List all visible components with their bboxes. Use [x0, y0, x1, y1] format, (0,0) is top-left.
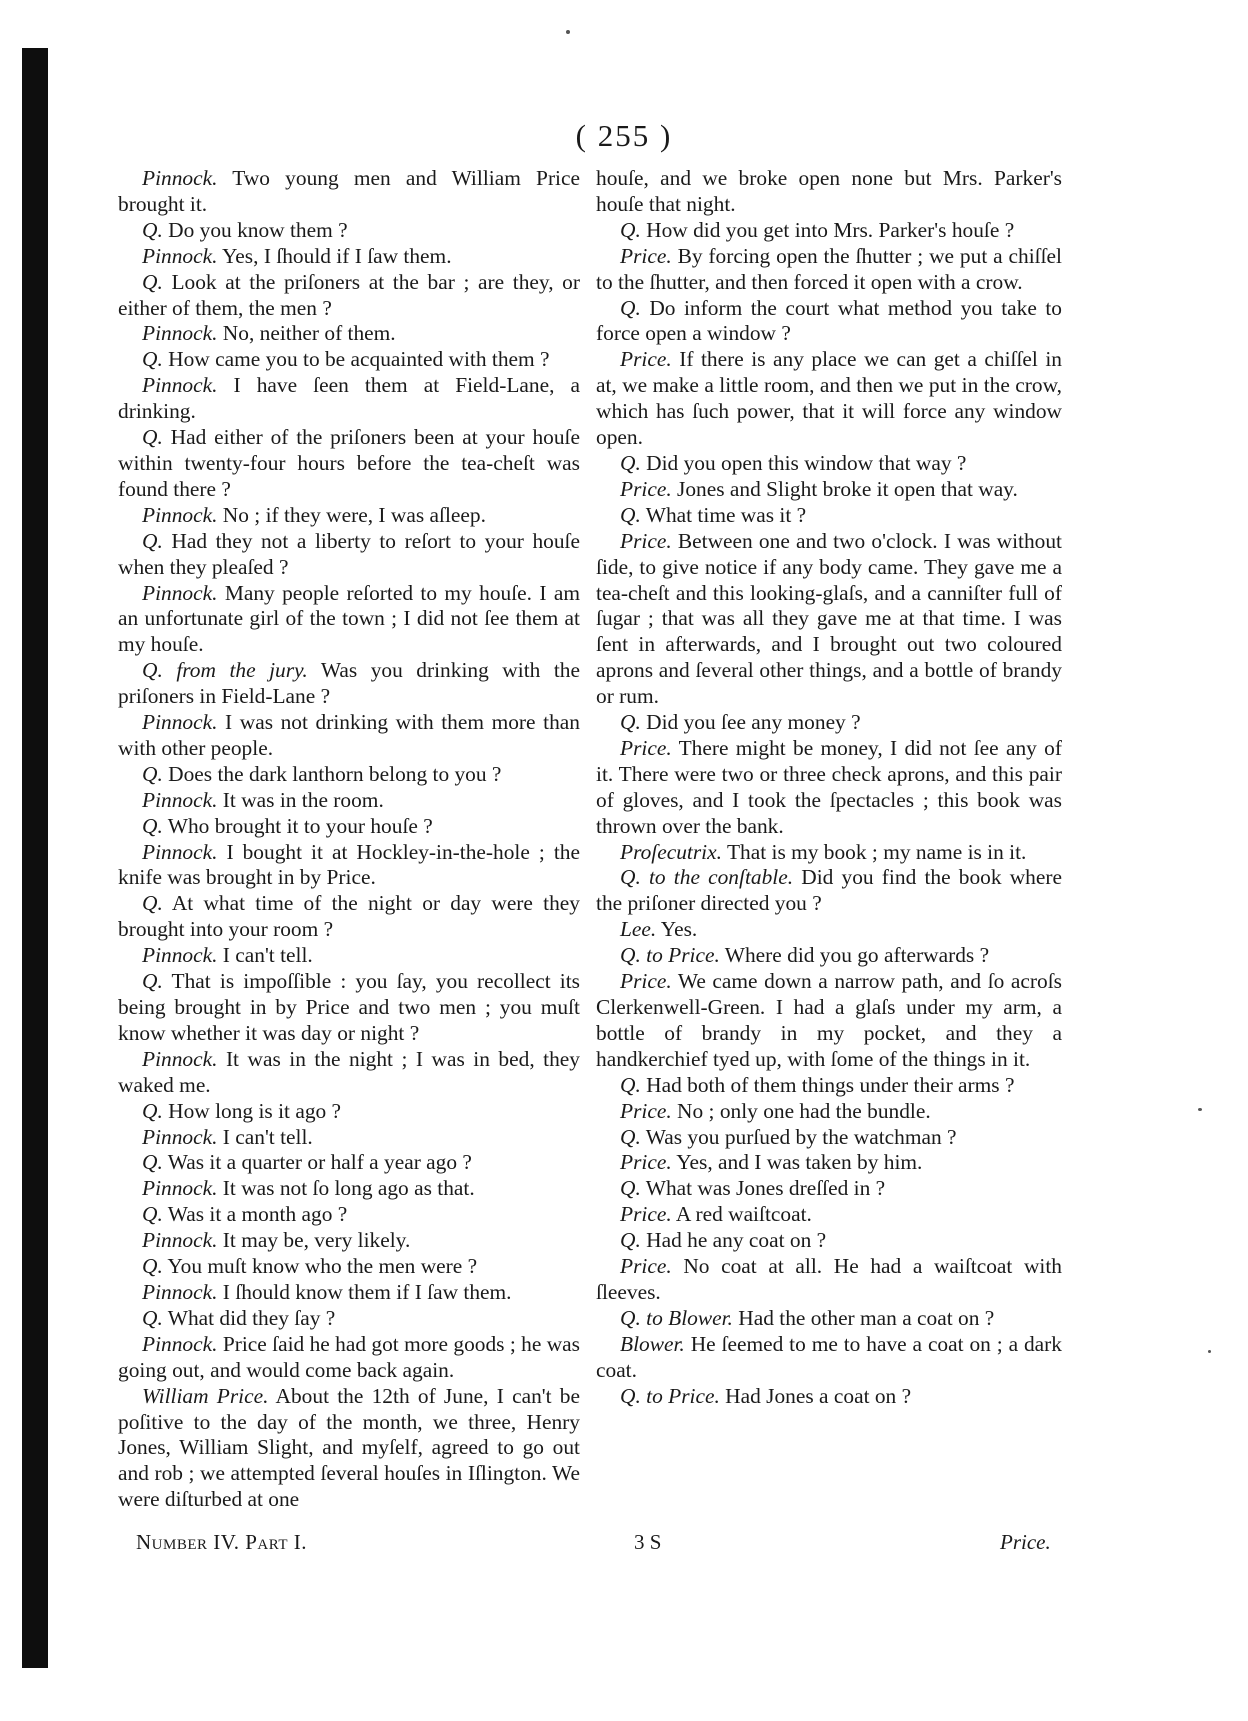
- print-speck: [566, 30, 570, 34]
- dialogue-paragraph: [118, 425, 580, 503]
- dialogue-paragraph: [118, 1125, 580, 1151]
- speaker-label: Q.: [142, 1305, 163, 1330]
- speaker-label: Pinnock.: [142, 1176, 218, 1201]
- paragraph-text: Was you purſued by the watchman ?: [645, 1124, 957, 1149]
- speaker-label: Proſecutrix.: [620, 839, 722, 864]
- dialogue-paragraph: [596, 347, 1062, 451]
- paragraph-text: Jones and Slight broke it open that way.: [677, 476, 1018, 501]
- paragraph-text: Was you drinking with the priſoners in Field-Lane ?: [118, 658, 580, 709]
- speaker-label: Pinnock.: [142, 502, 218, 527]
- speaker-label: Q.: [142, 347, 163, 372]
- speaker-label: Pinnock.: [142, 166, 218, 190]
- left-column: [118, 166, 580, 1513]
- speaker-label: Q.: [142, 761, 163, 786]
- paragraph-text: Had they not a liberty to reſort to your houſe when they pleaſed ?: [118, 528, 580, 579]
- dialogue-paragraph: [596, 969, 1062, 1073]
- speaker-label: Q.: [620, 1176, 641, 1201]
- paragraph-text: No ; if they were, I was aſleep.: [222, 502, 486, 527]
- dialogue-paragraph: [596, 865, 1062, 917]
- speaker-label: Q.: [620, 295, 641, 320]
- dialogue-paragraph: [596, 529, 1062, 710]
- speaker-label: Q.: [142, 891, 163, 916]
- speaker-label: Q.: [620, 502, 641, 527]
- paragraph-text: Had either of the priſoners been at your houſe within twenty-four hours before the tea-cheſt was found there ?: [118, 425, 580, 501]
- speaker-label: Q. to Price.: [620, 943, 720, 968]
- paragraph-text: If there is any place we can get a chiſſel in at, we make a little room, and then we put in the crow, which has ſuch power, that it will force any window open.: [596, 347, 1062, 450]
- dialogue-paragraph: [596, 1073, 1062, 1099]
- paragraph-text: Many people reſorted to my houſe. I am an unfortunate girl of the town ; I did not ſee them at my houſe.: [118, 580, 580, 657]
- paragraph-text: Two young men and William Price brought it.: [118, 166, 580, 216]
- speaker-label: Price.: [620, 735, 672, 760]
- speaker-label: Q.: [142, 1202, 163, 1227]
- speaker-label: Pinnock.: [142, 787, 218, 812]
- paragraph-text: Does the dark lanthorn belong to you ?: [168, 761, 502, 786]
- paragraph-text: Look at the priſoners at the bar ; are they, or either of them, the men ?: [118, 269, 580, 320]
- paragraph-text: About the 12th of June, I can't be poſitive to the day of the month, we three, Henry Jones, William Slight, and myſelf, agreed to go out and rob ; we attempted ſeveral houſes in Iſlington. We were diſturbed at one: [118, 1383, 580, 1512]
- paragraph-text: There might be money, I did not ſee any of it. There were two or three check aprons, and this pair of gloves, and I took the ſpectacles ; this book was thrown over the bank.: [596, 735, 1062, 838]
- dialogue-paragraph: [118, 658, 580, 710]
- paragraph-text: Do inform the court what method you take to force open a window ?: [596, 295, 1062, 346]
- dialogue-paragraph: [596, 451, 1062, 477]
- paragraph-text: Yes, I ſhould if I ſaw them.: [222, 243, 452, 268]
- speaker-label: Price.: [620, 1254, 672, 1279]
- speaker-label: Q.: [142, 969, 163, 994]
- dialogue-paragraph: [118, 710, 580, 762]
- speaker-label: Q.: [620, 1072, 641, 1097]
- paragraph-text: Yes, and I was taken by him.: [676, 1150, 923, 1175]
- speaker-label: Price.: [620, 1098, 672, 1123]
- paragraph-text: It was in the room.: [222, 787, 384, 812]
- speaker-label: Q.: [142, 425, 163, 450]
- right-column: [596, 166, 1062, 1410]
- dialogue-paragraph: [118, 1150, 580, 1176]
- speaker-label: Q.: [620, 450, 641, 475]
- dialogue-paragraph: [596, 1384, 1062, 1410]
- page-number: ( 255 ): [575, 118, 673, 153]
- print-speck: [1208, 1350, 1211, 1353]
- speaker-label: Q. to Price.: [620, 1383, 720, 1408]
- paragraph-text: I can't tell.: [222, 1124, 313, 1149]
- speaker-label: Q.: [620, 710, 641, 735]
- paragraph-text: Yes.: [660, 917, 698, 942]
- dialogue-paragraph: [596, 296, 1062, 348]
- speaker-label: Pinnock.: [142, 321, 218, 346]
- speaker-label: Lee.: [620, 917, 657, 942]
- dialogue-paragraph: [118, 1047, 580, 1099]
- speaker-label: Price.: [620, 1150, 672, 1175]
- paragraph-text: Did you ſee any money ?: [646, 710, 861, 735]
- dialogue-paragraph: [596, 1099, 1062, 1125]
- catchword: Price.: [1000, 1530, 1051, 1554]
- speaker-label: Q.: [620, 1228, 641, 1253]
- speaker-label: Q.: [142, 1150, 163, 1175]
- dialogue-paragraph: [596, 840, 1062, 866]
- dialogue-paragraph: [596, 710, 1062, 736]
- speaker-label: Pinnock.: [142, 1228, 218, 1253]
- dialogue-paragraph: [596, 1125, 1062, 1151]
- speaker-label: Q. from the jury.: [142, 658, 308, 683]
- paragraph-text: That is impoſſible : you ſay, you recollect its being brought in by Price and two men ; you muſt know whether it was day or night ?: [118, 969, 580, 1045]
- paragraph-text: Where did you go afterwards ?: [724, 943, 990, 968]
- dialogue-paragraph: [118, 814, 580, 840]
- paragraph-text: No coat at all. He had a waiſtcoat with ſleeves.: [596, 1254, 1062, 1304]
- dialogue-paragraph: [596, 1306, 1062, 1332]
- paragraph-text: No, neither of them.: [222, 321, 396, 346]
- paragraph-text: By forcing open the ſhutter ; we put a chiſſel to the ſhutter, and then forced it open with a crow.: [596, 243, 1062, 294]
- paragraph-text: How long is it ago ?: [168, 1098, 342, 1123]
- speaker-label: Q. to the conſtable.: [620, 865, 794, 890]
- paragraph-text: Was it a month ago ?: [167, 1202, 348, 1227]
- print-speck: [1198, 1108, 1202, 1111]
- paragraph-text: How did you get into Mrs. Parker's houſe ?: [646, 217, 1015, 242]
- speaker-label: Price.: [620, 243, 672, 268]
- speaker-label: Pinnock.: [142, 943, 218, 968]
- paragraph-text: I ſhould know them if I ſaw them.: [222, 1279, 512, 1304]
- dialogue-paragraph: [118, 1228, 580, 1254]
- dialogue-paragraph: [118, 943, 580, 969]
- dialogue-paragraph: [118, 762, 580, 788]
- dialogue-paragraph: [118, 321, 580, 347]
- speaker-label: Q.: [142, 1098, 163, 1123]
- dialogue-paragraph: [118, 581, 580, 659]
- paragraph-text: Did you open this window that way ?: [646, 450, 967, 475]
- dialogue-paragraph: [118, 1384, 580, 1514]
- dialogue-paragraph: [118, 891, 580, 943]
- dialogue-paragraph: [118, 347, 580, 373]
- paragraph-text: houſe, and we broke open none but Mrs. Parker's houſe that night.: [596, 166, 1062, 216]
- dialogue-paragraph: [596, 1332, 1062, 1384]
- paragraph-text: He ſeemed to me to have a coat on ; a dark coat.: [596, 1331, 1062, 1382]
- paragraph-text: I have ſeen them at Field-Lane, a drinking.: [118, 373, 580, 424]
- paragraph-text: Price ſaid he had got more goods ; he was going out, and would come back again.: [118, 1331, 580, 1382]
- dialogue-paragraph: [118, 529, 580, 581]
- speaker-label: Pinnock.: [142, 710, 218, 735]
- paragraph-text: You muſt know who the men were ?: [167, 1254, 478, 1279]
- paragraph-text: What did they ſay ?: [167, 1305, 336, 1330]
- paragraph-text: What time was it ?: [645, 502, 807, 527]
- paragraph-text: No ; only one had the bundle.: [677, 1098, 931, 1123]
- paragraph-text: It may be, very likely.: [222, 1228, 411, 1253]
- signature-mark: 3 S: [634, 1530, 662, 1554]
- dialogue-paragraph: [118, 969, 580, 1047]
- speaker-label: Pinnock.: [142, 1124, 218, 1149]
- speaker-label: Price.: [620, 347, 672, 372]
- speaker-label: Blower.: [620, 1331, 685, 1356]
- signature-part: Number IV. Part I.: [136, 1530, 307, 1554]
- speaker-label: William Price.: [142, 1383, 269, 1408]
- speaker-label: Q.: [620, 1124, 641, 1149]
- dialogue-paragraph: [596, 943, 1062, 969]
- speaker-label: Pinnock.: [142, 243, 218, 268]
- paragraph-text: Had he any coat on ?: [646, 1228, 827, 1253]
- speaker-label: Q.: [142, 269, 163, 294]
- paragraph-text: I was not drinking with them more than with other people.: [118, 710, 580, 760]
- paragraph-text: A red waiſtcoat.: [675, 1202, 812, 1227]
- paragraph-text: Do you know them ?: [168, 217, 348, 242]
- dialogue-paragraph: [596, 1176, 1062, 1202]
- speaker-label: Pinnock.: [142, 1331, 218, 1356]
- paragraph-text: Who brought it to your houſe ?: [167, 813, 433, 838]
- speaker-label: Pinnock.: [142, 1279, 218, 1304]
- paragraph-text: I bought it at Hockley-in-the-hole ; the knife was brought in by Price.: [118, 839, 580, 890]
- dialogue-paragraph: [118, 1306, 580, 1332]
- dialogue-paragraph: [118, 1099, 580, 1125]
- dialogue-paragraph: [118, 166, 580, 218]
- speaker-label: Price.: [620, 1202, 672, 1227]
- speaker-label: Price.: [620, 476, 672, 501]
- speaker-label: Q.: [142, 217, 163, 242]
- dialogue-paragraph: [118, 373, 580, 425]
- speaker-label: Q.: [142, 813, 163, 838]
- paragraph-text: How came you to be acquainted with them ?: [168, 347, 550, 372]
- paragraph-text: Was it a quarter or half a year ago ?: [167, 1150, 472, 1175]
- dialogue-paragraph: [596, 736, 1062, 840]
- dialogue-paragraph: [118, 1176, 580, 1202]
- paragraph-text: It was not ſo long ago as that.: [222, 1176, 475, 1201]
- dialogue-paragraph: [118, 840, 580, 892]
- dialogue-paragraph: [596, 244, 1062, 296]
- dialogue-paragraph: [596, 477, 1062, 503]
- dialogue-paragraph: [118, 1254, 580, 1280]
- speaker-label: Q.: [620, 217, 641, 242]
- dialogue-paragraph: [596, 503, 1062, 529]
- paragraph-text: Had the other man a coat on ?: [738, 1305, 995, 1330]
- dialogue-paragraph: [596, 166, 1062, 218]
- paragraph-text: At what time of the night or day were they brought into your room ?: [118, 891, 580, 942]
- paragraph-text: Between one and two o'clock. I was without ſide, to give notice if any body came. They gave me a tea-cheſt and this looking-glaſs, and a canniſter full of ſugar ; that was all they gave me at that time. I was ſent in afterwards, and I brought out two coloured aprons and ſeveral other things, and a bottle of brandy or rum.: [596, 528, 1062, 709]
- dialogue-paragraph: [596, 917, 1062, 943]
- dialogue-paragraph: [118, 218, 580, 244]
- dialogue-paragraph: [118, 270, 580, 322]
- paragraph-text: Had Jones a coat on ?: [725, 1383, 912, 1408]
- page-edge-shadow: [22, 48, 48, 1668]
- speaker-label: Pinnock.: [142, 1046, 218, 1071]
- paragraph-text: We came down a narrow path, and ſo acroſs Clerkenwell-Green. I had a glaſs under my arm, a bottle of brandy in my pocket, and they a handkerchief tyed up, with ſome of the things in it.: [596, 969, 1062, 1071]
- dialogue-paragraph: [596, 1150, 1062, 1176]
- dialogue-paragraph: [118, 244, 580, 270]
- dialogue-paragraph: [596, 1254, 1062, 1306]
- paragraph-text: It was in the night ; I was in bed, they waked me.: [118, 1046, 580, 1097]
- speaker-label: Price.: [620, 528, 672, 553]
- paragraph-text: What was Jones dreſſed in ?: [645, 1176, 886, 1201]
- dialogue-paragraph: [118, 788, 580, 814]
- speaker-label: Q.: [142, 528, 163, 553]
- paragraph-text: I can't tell.: [222, 943, 313, 968]
- speaker-label: Price.: [620, 969, 672, 994]
- dialogue-paragraph: [118, 503, 580, 529]
- dialogue-paragraph: [596, 218, 1062, 244]
- speaker-label: Q.: [142, 1254, 163, 1279]
- speaker-label: Pinnock.: [142, 373, 218, 398]
- dialogue-paragraph: [118, 1332, 580, 1384]
- paragraph-text: Did you find the book where the priſoner directed you ?: [596, 865, 1062, 916]
- dialogue-paragraph: [118, 1280, 580, 1306]
- speaker-label: Pinnock.: [142, 580, 218, 605]
- dialogue-paragraph: [596, 1228, 1062, 1254]
- paragraph-text: That is my book ; my name is in it.: [726, 839, 1027, 864]
- speaker-label: Pinnock.: [142, 839, 218, 864]
- speaker-label: Q. to Blower.: [620, 1305, 733, 1330]
- dialogue-paragraph: [118, 1202, 580, 1228]
- dialogue-paragraph: [596, 1202, 1062, 1228]
- paragraph-text: Had both of them things under their arms ?: [646, 1072, 1015, 1097]
